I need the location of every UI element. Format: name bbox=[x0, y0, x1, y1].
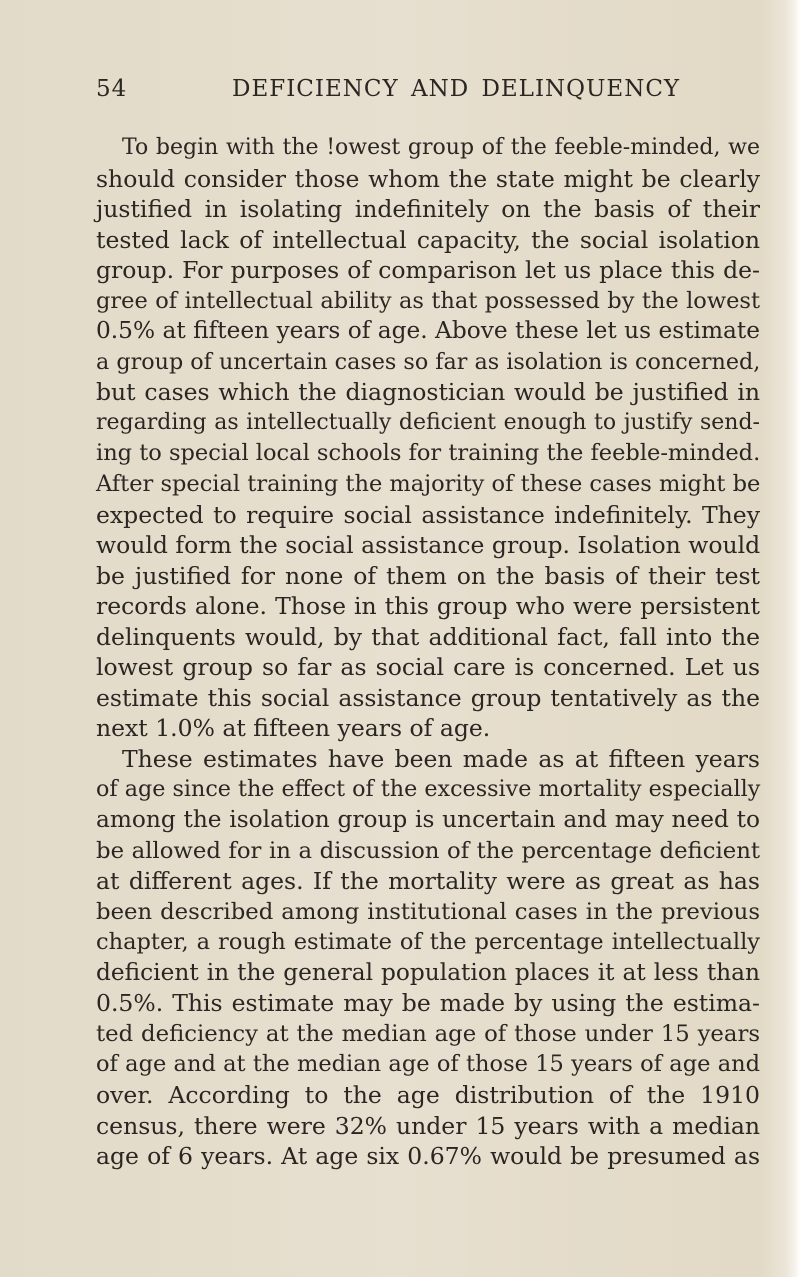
body-text bbox=[96, 133, 760, 1172]
text-line: be justified for none of them on the basis of their test bbox=[96, 561, 760, 590]
text-line: of age since the effect of the excessive mortality especially bbox=[96, 776, 761, 803]
running-title: DEFICIENCY AND DELINQUENCY bbox=[232, 76, 681, 102]
text-line: among the isolation group is uncertain and may need to bbox=[96, 806, 760, 834]
text-line: census, there were 32% under 15 years with a median bbox=[96, 1111, 760, 1140]
text-line: a group of uncertain cases so far as isolation is concerned, bbox=[96, 348, 761, 375]
text-line: records alone. Those in this group who were persistent bbox=[96, 592, 760, 621]
text-line: over. According to the age distribution of the 1910 bbox=[96, 1080, 760, 1109]
text-line: chapter, a rough estimate of the percentage intellectually bbox=[96, 929, 760, 956]
text-line: expected to require social assistance indefinitely. They bbox=[96, 500, 760, 529]
text-line: After special training the majority of these cases might be bbox=[96, 471, 761, 498]
page-number: 54 bbox=[96, 76, 128, 102]
text-line: group. For purposes of comparison let us place this de- bbox=[96, 256, 760, 285]
text-line: be allowed for in a discussion of the percentage deficient bbox=[96, 837, 760, 864]
text-line: These estimates have been made as at fifteen years bbox=[122, 744, 760, 773]
text-line: but cases which the diagnostician would be justified in bbox=[96, 378, 760, 407]
page-header bbox=[96, 76, 716, 108]
text-line: delinquents would, by that additional fact, fall into the bbox=[96, 622, 760, 651]
text-line: tested lack of intellectual capacity, the social isolation bbox=[96, 225, 760, 254]
text-line: ted deficiency at the median age of those under 15 years bbox=[96, 1020, 760, 1047]
text-line: estimate this social assistance group tentatively as the bbox=[96, 683, 760, 712]
text-line: To begin with the !owest group of the feeble-minded, we bbox=[122, 135, 760, 160]
text-line: been described among institutional cases in the previous bbox=[96, 898, 760, 925]
text-line: of age and at the median age of those 15 years of age and bbox=[96, 1051, 760, 1078]
text-line: would form the social assistance group. Isolation would bbox=[96, 531, 761, 560]
text-line: gree of intellectual ability as that possessed by the lowest bbox=[96, 287, 760, 314]
text-line: regarding as intellectually deficient enough to justify send- bbox=[96, 409, 760, 435]
text-line: should consider those whom the state might be clearly bbox=[96, 164, 760, 193]
text-line: 0.5% at fifteen years of age. Above these let us estimate bbox=[96, 317, 760, 345]
text-line: deficient in the general population places it at less than bbox=[96, 958, 760, 986]
text-line: ing to special local schools for training the feeble-minded. bbox=[96, 440, 761, 467]
text-line: next 1.0% at fifteen years of age. bbox=[96, 714, 491, 743]
page-edge bbox=[786, 0, 800, 1277]
text-line: justified in isolating indefinitely on the basis of their bbox=[96, 195, 760, 224]
text-line: 0.5%. This estimate may be made by using the estima- bbox=[96, 989, 760, 1018]
text-line: at different ages. If the mortality were as great as has bbox=[96, 867, 760, 896]
text-line: lowest group so far as social care is concerned. Let us bbox=[96, 653, 760, 682]
text-line: age of 6 years. At age six 0.67% would be presumed as bbox=[96, 1142, 760, 1171]
